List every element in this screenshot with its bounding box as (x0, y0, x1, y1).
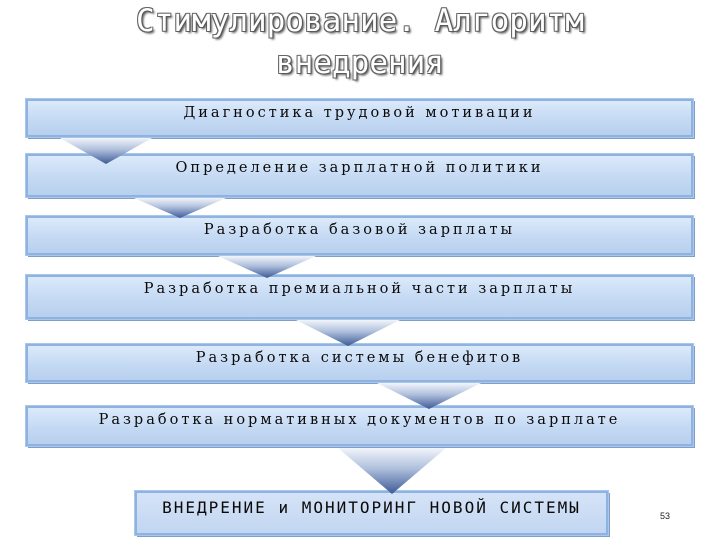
down-arrow-icon (338, 448, 446, 494)
down-arrow-icon (60, 138, 152, 164)
step-label-5: Разработка системы бенефитов (195, 350, 524, 366)
down-arrow-icon (134, 198, 226, 218)
step-label-2: Определение зарплатной политики (175, 160, 544, 176)
step-box-6 (26, 406, 693, 446)
step-box-3 (26, 216, 693, 255)
step-label-3: Разработка базовой зарплаты (203, 222, 516, 238)
title-line-2: внедрения (276, 45, 444, 81)
step-box-7 (135, 491, 608, 535)
step-label-1: Диагностика трудовой мотивации (183, 105, 536, 121)
title-line-1: Стимулирование. Алгоритм (136, 3, 584, 39)
page-title (0, 0, 720, 84)
down-arrow-icon (377, 383, 481, 409)
down-arrow-icon (296, 320, 400, 346)
step-box-4 (26, 275, 693, 319)
step-label-6: Разработка нормативных документов по зарплате (98, 412, 621, 428)
step-box-1 (26, 99, 693, 137)
down-arrow-icon (218, 256, 316, 278)
page-number: 53 (660, 511, 671, 521)
step-box-5 (26, 344, 693, 382)
step-label-7: ВНЕДРЕНИЕ и МОНИТОРИНГ НОВОЙ СИСТЕМЫ (162, 498, 581, 517)
step-label-4: Разработка премиальной части зарплаты (143, 281, 576, 297)
